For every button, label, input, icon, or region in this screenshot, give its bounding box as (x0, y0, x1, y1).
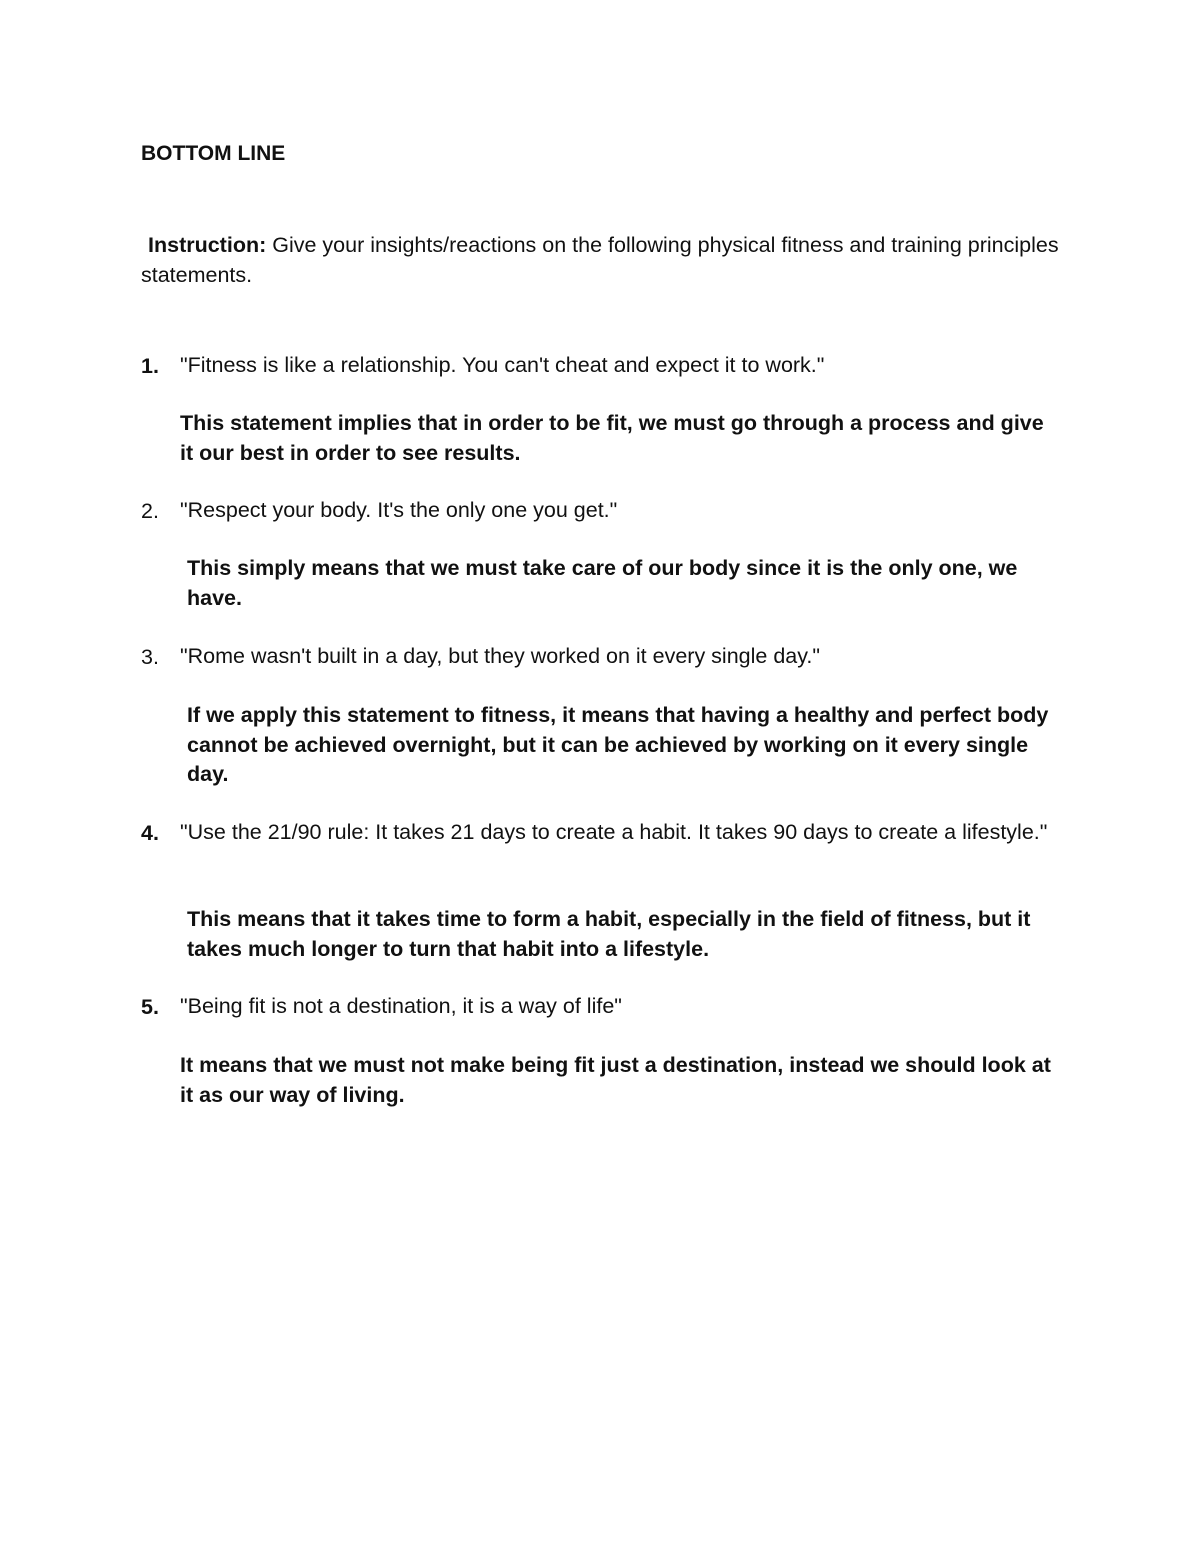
item-number: 3. (141, 645, 159, 669)
instruction-text: Give your insights/reactions on the following physical fitness and training principles statements. (141, 233, 1059, 287)
item-number: 2. (141, 499, 159, 523)
item-number: 4. (141, 821, 159, 845)
item-answer: If we apply this statement to fitness, it means that having a healthy and perfect body cannot be achieved overnight, but it can be achieved by working on it every single day. (187, 703, 1049, 786)
item-answer: This simply means that we must take care of our body since it is the only one, we have. (187, 556, 1018, 610)
item-quote: "Rome wasn't built in a day, but they worked on it every single day." (180, 644, 821, 668)
instruction-label: Instruction: (148, 233, 267, 257)
item-quote: "Respect your body. It's the only one you get." (180, 498, 618, 522)
item-answer: This means that it takes time to form a habit, especially in the field of fitness, but it takes much longer to turn that habit into a lifestyle. (187, 907, 1031, 961)
item-number: 5. (141, 995, 159, 1019)
instruction-paragraph (141, 230, 1061, 290)
item-quote: "Fitness is like a relationship. You can't cheat and expect it to work." (180, 353, 825, 377)
item-quote: "Use the 21/90 rule: It takes 21 days to create a habit. It takes 90 days to create a lifestyle." (180, 820, 1048, 844)
item-number: 1. (141, 354, 159, 378)
item-quote: "Being fit is not a destination, it is a way of life" (180, 994, 622, 1018)
item-answer: This statement implies that in order to be fit, we must go through a process and give it our best in order to see results. (180, 411, 1044, 465)
document-title: BOTTOM LINE (141, 142, 286, 165)
item-answer: It means that we must not make being fit just a destination, instead we should look at it as our way of living. (180, 1053, 1051, 1107)
